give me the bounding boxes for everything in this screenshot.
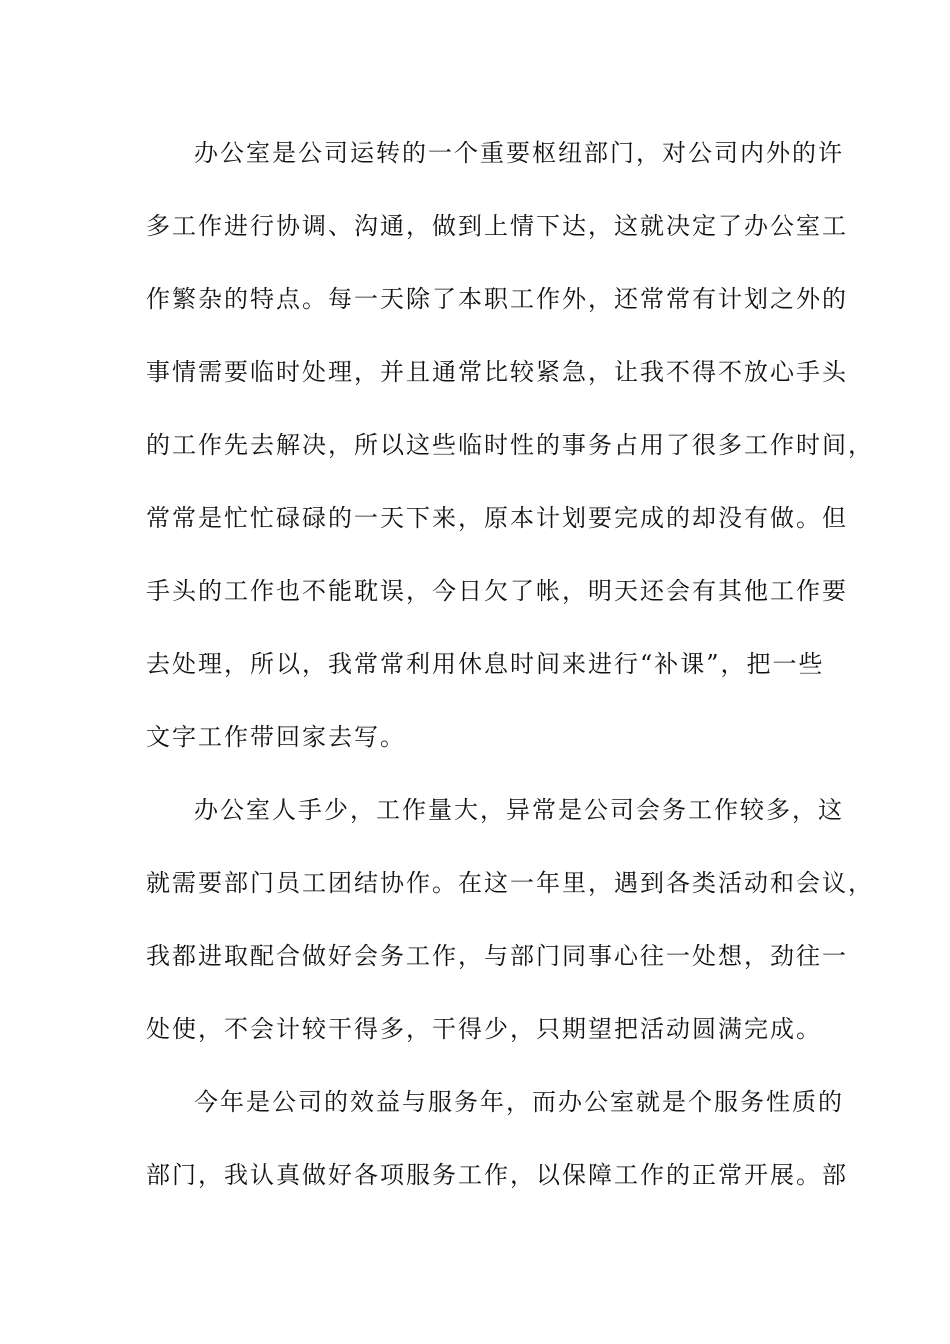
text-line: 办公室人手少，工作量大，异常是公司会务工作较多，这 (194, 796, 844, 824)
paragraph (146, 785, 874, 1069)
text-line: 的工作先去解决，所以这些临时性的事务占用了很多工作时间， (146, 431, 874, 459)
text-line: 处使，不会计较干得多，干得少，只期望把活动圆满完成。 (146, 1015, 822, 1043)
text-line: 文字工作带回家去写。 (146, 723, 406, 751)
text-line: 多工作进行协调、沟通，做到上情下达，这就决定了办公室工 (146, 212, 848, 240)
text-line: 部门，我认真做好各项服务工作，以保障工作的正常开展。部 (146, 1161, 848, 1189)
text-line: 事情需要临时处理，并且通常比较紧急，让我不得不放心手头 (146, 358, 848, 386)
text-line: 作繁杂的特点。每一天除了本职工作外，还常常有计划之外的 (146, 285, 848, 313)
document-body (146, 128, 874, 1223)
text-line: 手头的工作也不能耽误，今日欠了帐，明天还会有其他工作要 (146, 577, 848, 605)
text-line: 今年是公司的效益与服务年，而办公室就是个服务性质的 (194, 1088, 844, 1116)
text-line: 就需要部门员工团结协作。在这一年里，遇到各类活动和会议， (146, 869, 874, 897)
text-line: 我都进取配合做好会务工作，与部门同事心往一处想，劲往一 (146, 942, 848, 970)
text-line: 办公室是公司运转的一个重要枢纽部门，对公司内外的许 (194, 139, 844, 167)
text-line: 去处理，所以，我常常利用休息时间来进行“补课”，把一些 (146, 650, 825, 678)
text-line: 常常是忙忙碌碌的一天下来，原本计划要完成的却没有做。但 (146, 504, 848, 532)
paragraph (146, 1077, 848, 1215)
paragraph (146, 128, 874, 777)
